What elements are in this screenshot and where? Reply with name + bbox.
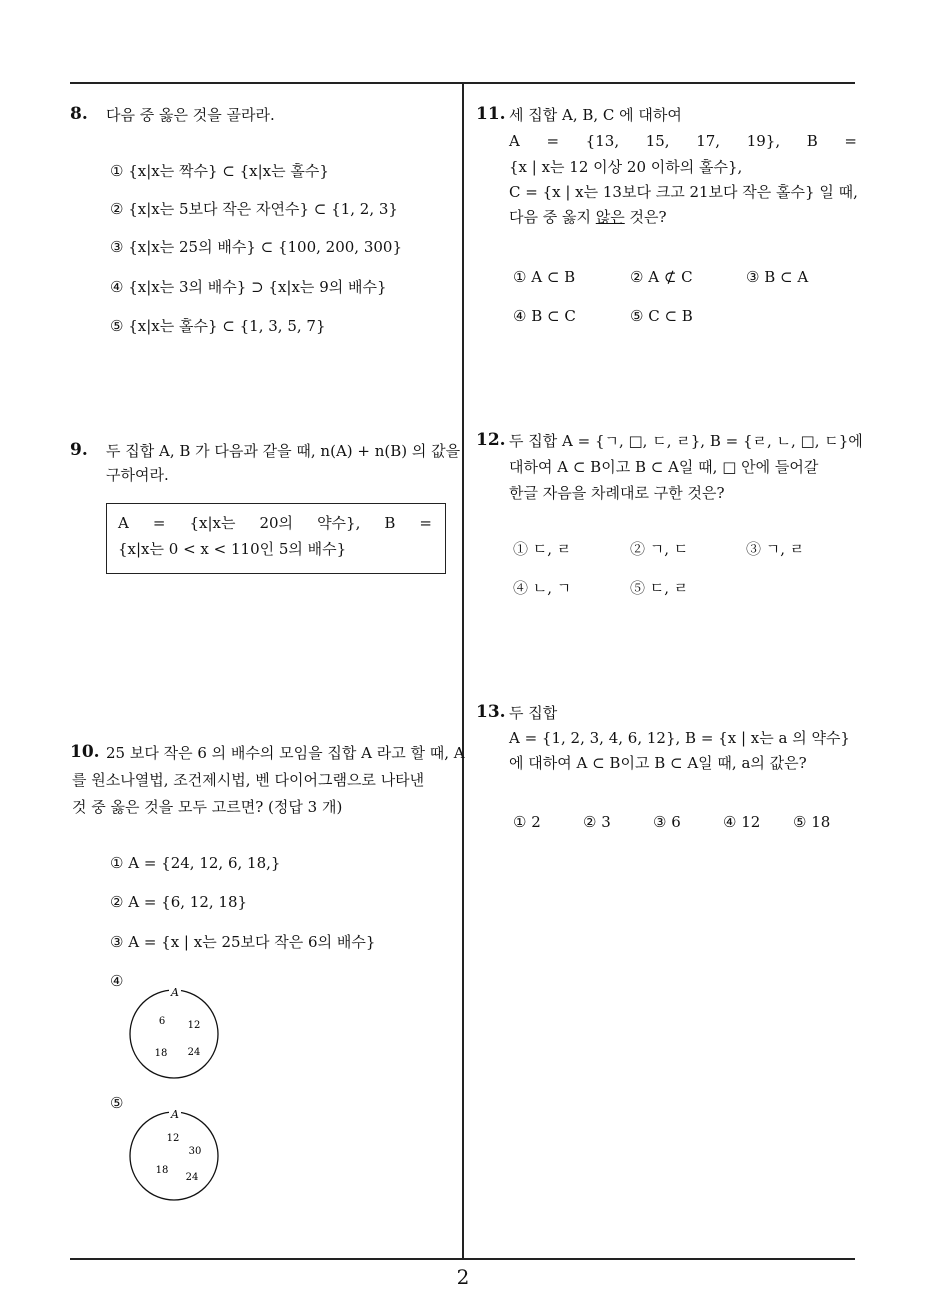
q11-option-2[interactable]: ② A ⊄ C <box>630 268 693 286</box>
venn4-element: 24 <box>187 1047 201 1058</box>
q11-stem-line-3: {x | x는 12 이상 20 이하의 홀수}, <box>509 158 743 176</box>
q10-stem-line-1: 25 보다 작은 6 의 배수의 모임을 집합 A 라고 할 때, A <box>106 744 465 762</box>
venn5-element: 30 <box>188 1146 202 1157</box>
q8-option-4[interactable]: ④ {x|x는 3의 배수} ⊃ {x|x는 9의 배수} <box>110 278 387 296</box>
q13-option-2[interactable]: ② 3 <box>583 813 611 831</box>
q12-stem-line-1: 두 집합 A = {ㄱ, □, ㄷ, ㄹ}, B = {ㄹ, ㄴ, □, ㄷ}에 <box>509 432 863 450</box>
q11-underlined-word: 않은 <box>595 208 625 226</box>
q12-stem-line-3: 한글 자음을 차례대로 구한 것은? <box>509 484 725 502</box>
q8-option-5[interactable]: ⑤ {x|x는 홀수} ⊂ {1, 3, 5, 7} <box>110 317 326 335</box>
q13-stem-line-3: 에 대하여 A ⊂ B이고 B ⊂ A일 때, a의 값은? <box>509 754 807 772</box>
q9-stem-line-2: 구하여라. <box>106 466 169 484</box>
q8-option-3[interactable]: ③ {x|x는 25의 배수} ⊂ {100, 200, 300} <box>110 238 403 256</box>
q11-option-1[interactable]: ① A ⊂ B <box>513 268 576 286</box>
q9-stem-line-1: 두 집합 A, B 가 다음과 같을 때, n(A) + n(B) 의 값을 <box>106 442 461 460</box>
bottom-rule <box>70 1258 855 1260</box>
q12-option-3[interactable]: ③ ㄱ, ㄹ <box>746 540 805 558</box>
q8-stem: 다음 중 옳은 것을 골라라. <box>106 106 275 124</box>
q13-option-5[interactable]: ⑤ 18 <box>793 813 831 831</box>
q10-option-4-marker[interactable]: ④ <box>110 972 124 990</box>
q10-option-1[interactable]: ① A = {24, 12, 6, 18,} <box>110 854 281 872</box>
q12-option-2[interactable]: ② ㄱ, ㄷ <box>630 540 689 558</box>
q13-option-3[interactable]: ③ 6 <box>653 813 681 831</box>
venn5-element: 24 <box>185 1172 199 1183</box>
q10-stem-line-2: 를 원소나열법, 조건제시법, 벤 다이어그램으로 나타낸 <box>72 771 425 789</box>
q9-box-line-1: A = {x|x는 20의 약수}, B = <box>118 514 432 532</box>
venn5-element: 12 <box>166 1133 180 1144</box>
q11-option-3[interactable]: ③ B ⊂ A <box>746 268 809 286</box>
q10-number: 10. <box>70 742 100 762</box>
q10-venn-diagram-5 <box>128 1104 228 1208</box>
venn5-element: 18 <box>155 1165 169 1176</box>
q10-option-2[interactable]: ② A = {6, 12, 18} <box>110 893 248 911</box>
q11-option-4[interactable]: ④ B ⊂ C <box>513 307 576 325</box>
q11-stem-line-5: 다음 중 옳지 않은 것은? <box>509 208 667 226</box>
q11-option-5[interactable]: ⑤ C ⊂ B <box>630 307 693 325</box>
q9-number: 9. <box>70 440 88 460</box>
q10-option-3[interactable]: ③ A = {x | x는 25보다 작은 6의 배수} <box>110 933 376 951</box>
venn4-label: A <box>171 986 179 999</box>
q13-option-1[interactable]: ① 2 <box>513 813 541 831</box>
venn4-element: 12 <box>187 1020 201 1031</box>
venn4-element: 6 <box>158 1016 166 1027</box>
q11-stem-line-1: 세 집합 A, B, C 에 대하여 <box>509 106 682 124</box>
column-divider <box>462 83 464 1259</box>
page-number: 2 <box>456 1265 470 1289</box>
q11-stem-line-2: A = {13, 15, 17, 19}, B = <box>509 132 857 150</box>
q8-option-2[interactable]: ② {x|x는 5보다 작은 자연수} ⊂ {1, 2, 3} <box>110 200 398 218</box>
q13-stem-line-1: 두 집합 <box>509 704 558 722</box>
q12-option-1[interactable]: ① ㄷ, ㄹ <box>513 540 572 558</box>
venn4-element: 18 <box>154 1048 168 1059</box>
venn5-circle <box>130 1112 218 1200</box>
q13-option-4[interactable]: ④ 12 <box>723 813 761 831</box>
venn4-circle <box>130 990 218 1078</box>
q13-stem-line-2: A = {1, 2, 3, 4, 6, 12}, B = {x | x는 a 의 약수} <box>509 729 850 747</box>
q12-stem-line-2: 대하여 A ⊂ B이고 B ⊂ A일 때, □ 안에 들어갈 <box>509 458 819 476</box>
q11-stem-line-4: C = {x | x는 13보다 크고 21보다 작은 홀수} 일 때, <box>509 183 858 201</box>
q13-number: 13. <box>476 702 506 722</box>
q8-option-1[interactable]: ① {x|x는 짝수} ⊂ {x|x는 홀수} <box>110 162 329 180</box>
venn5-label: A <box>171 1108 179 1121</box>
q9-box-line-2: {x|x는 0 < x < 110인 5의 배수} <box>118 540 347 558</box>
q12-option-4[interactable]: ④ ㄴ, ㄱ <box>513 579 572 597</box>
q11-number: 11. <box>476 104 506 124</box>
q10-venn-diagram-4 <box>128 982 228 1086</box>
q8-number: 8. <box>70 104 88 124</box>
q10-stem-line-3: 것 중 옳은 것을 모두 고르면? (정답 3 개) <box>72 798 343 816</box>
q12-number: 12. <box>476 430 506 450</box>
q10-option-5-marker[interactable]: ⑤ <box>110 1094 124 1112</box>
q12-option-5[interactable]: ⑤ ㄷ, ㄹ <box>630 579 689 597</box>
